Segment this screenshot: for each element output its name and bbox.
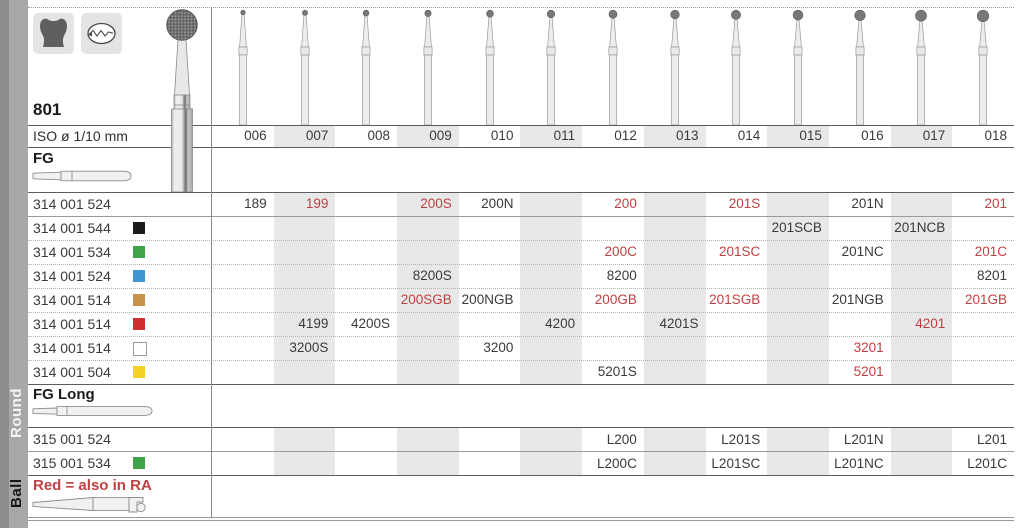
column-header: 015 <box>799 128 822 143</box>
bur-illustration <box>912 9 930 125</box>
size-code-cell: 4201S <box>659 316 699 331</box>
column-header: 017 <box>922 128 946 143</box>
bottom-double-rule <box>28 517 1014 518</box>
cavity-preparation-icon <box>81 13 122 54</box>
size-code-cell: 3200S <box>289 340 329 355</box>
shape-name-vertical-label: Round <box>8 388 25 438</box>
article-code: 315 001 524 <box>33 431 111 447</box>
bur-illustration <box>974 9 992 125</box>
size-code-cell: 5201 <box>853 364 884 379</box>
bur-illustration <box>357 9 375 125</box>
article-code: 314 001 514 <box>33 316 111 332</box>
rule-above-fg-long <box>28 384 1014 385</box>
ra-shank-icon <box>31 493 151 522</box>
article-code: 314 001 504 <box>33 364 111 380</box>
size-code-cell: 189 <box>244 196 267 211</box>
column-header: 013 <box>676 128 699 143</box>
size-code-cell: 200C <box>604 244 637 259</box>
iso-diameter-label: ISO ø 1/10 mm <box>33 128 128 144</box>
column-header: 009 <box>429 128 452 143</box>
article-code: 314 001 514 <box>33 292 111 308</box>
grit-color-square <box>133 246 145 258</box>
grit-color-square <box>133 342 147 356</box>
size-code-cell: 201GB <box>964 292 1007 307</box>
size-code-cell: 199 <box>305 196 329 211</box>
section-label-fg-long: FG Long <box>33 386 95 403</box>
size-code-cell: L201N <box>843 432 884 447</box>
group-name-vertical-label: Ball <box>8 478 25 508</box>
bur-illustration <box>789 9 807 125</box>
fg-long-shank-icon <box>31 402 157 425</box>
column-header: 011 <box>553 128 576 143</box>
size-code-cell: 200NGB <box>461 292 514 307</box>
grit-color-square <box>133 318 145 330</box>
size-code-cell: L201 <box>976 432 1007 447</box>
size-code-cell: 201NC <box>841 244 884 259</box>
bur-main-illustration <box>165 9 199 197</box>
size-code-cell: 4201 <box>915 316 946 331</box>
size-code-cell: 201NCB <box>894 220 946 235</box>
size-code-cell: 8200 <box>606 268 637 283</box>
row-separator <box>28 216 1014 217</box>
size-code-cell: 4199 <box>298 316 329 331</box>
size-code-cell: 8201 <box>976 268 1007 283</box>
figure-number: 801 <box>33 100 62 119</box>
size-code-cell: L201NC <box>834 455 884 471</box>
bur-illustration <box>296 9 314 125</box>
column-header: 006 <box>244 128 267 143</box>
size-code-cell: L201C <box>967 455 1007 471</box>
red-ra-note: Red = also in RA <box>33 477 152 494</box>
size-code-cell: 5201S <box>597 364 637 379</box>
size-code-cell: 3200 <box>483 340 514 355</box>
section-label-fg: FG <box>33 150 54 167</box>
size-code-cell: 201SGB <box>709 292 761 307</box>
column-header: 007 <box>305 128 329 143</box>
column-header: 014 <box>737 128 761 143</box>
size-code-cell: 200 <box>614 196 637 211</box>
size-code-cell: L201S <box>721 432 761 447</box>
bur-illustration <box>419 9 437 125</box>
size-code-cell: L200C <box>597 455 637 471</box>
grit-color-square <box>133 366 145 378</box>
bottom-double-rule <box>28 520 1014 521</box>
row-separator <box>28 264 1014 265</box>
top-dotted-rule <box>28 7 1014 8</box>
size-code-cell: 200S <box>420 196 452 211</box>
column-header: 010 <box>490 128 514 143</box>
size-code-cell: 8200S <box>412 268 452 283</box>
column-header: 016 <box>861 128 884 143</box>
article-code: 314 001 514 <box>33 340 111 356</box>
bur-illustration <box>851 9 869 125</box>
size-code-cell: 201C <box>974 244 1007 259</box>
size-code-cell: 201 <box>984 196 1007 211</box>
rule-above-footer <box>28 475 1014 476</box>
bur-illustration <box>542 9 560 125</box>
side-tab <box>0 0 28 528</box>
article-code: 314 001 524 <box>33 196 111 212</box>
size-code-cell: 201NGB <box>831 292 884 307</box>
bur-illustration <box>234 9 252 125</box>
grit-color-square <box>133 294 145 306</box>
article-code: 314 001 534 <box>33 244 111 260</box>
grit-color-square <box>133 222 145 234</box>
size-code-cell: 201S <box>728 196 761 211</box>
size-code-cell: 200GB <box>594 292 637 307</box>
size-code-cell: 200N <box>481 196 514 211</box>
fg-shank-icon <box>31 166 137 191</box>
article-code: 314 001 524 <box>33 268 111 284</box>
grit-color-square <box>133 270 145 282</box>
size-code-cell: 200SGB <box>400 292 452 307</box>
size-code-cell: 4200S <box>351 316 391 331</box>
label-column-divider <box>211 7 212 518</box>
size-code-cell: 201SC <box>718 244 761 259</box>
grit-color-square <box>133 457 145 469</box>
size-code-cell: 4200 <box>545 316 576 331</box>
size-code-cell: 201SCB <box>771 220 822 235</box>
article-code: 314 001 544 <box>33 220 111 236</box>
size-code-cell: 3201 <box>853 340 884 355</box>
column-header: 018 <box>984 128 1007 143</box>
bur-illustration <box>604 9 622 125</box>
article-code: 315 001 534 <box>33 454 111 471</box>
column-header: 008 <box>367 128 391 143</box>
bur-illustration <box>666 9 684 125</box>
size-code-cell: L200 <box>606 432 637 447</box>
bur-illustration <box>481 9 499 125</box>
size-code-cell: 201N <box>851 196 884 211</box>
tooth-crown-icon <box>33 13 74 54</box>
bur-illustration <box>727 9 745 125</box>
size-code-cell: L201SC <box>711 455 761 471</box>
column-header: 012 <box>614 128 637 143</box>
